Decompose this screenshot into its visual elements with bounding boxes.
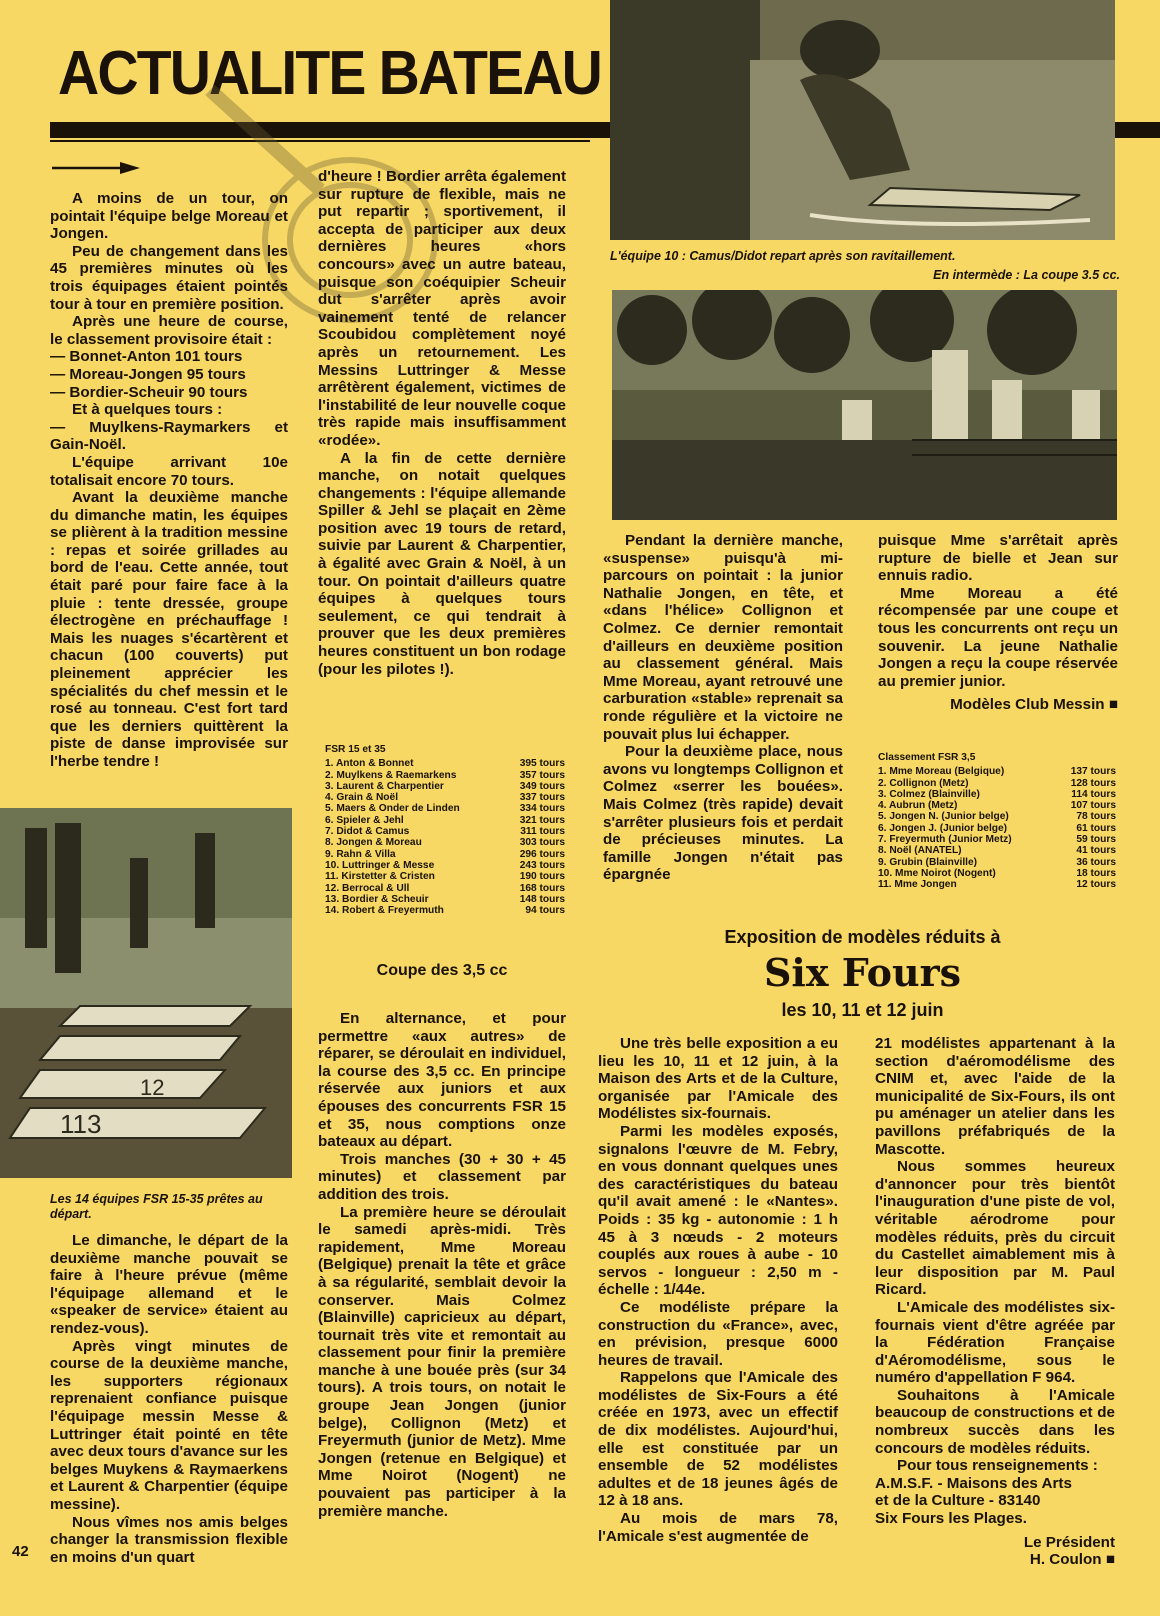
column-3	[603, 532, 843, 884]
signature-title: Le Président	[1023, 1533, 1115, 1551]
contact-line: Six Fours les Plages.	[875, 1510, 1027, 1528]
paragraph: Parmi les modèles exposés, signalons l'œuvre de M. Febry, en vous donnant quelques unes des caractéristiques du bateau qu'il avait amené : le «Nantes». Poids : 35 kg - autonomie : 1 h 45 à 3 nœuds - 2 moteurs couplés aux roues à aube - 10 servos - longueur : 2,50 m - échelle : 1/44e.	[598, 1122, 838, 1299]
page-title: ACTUALITE BATEAU	[58, 39, 602, 108]
table-row: 11. Kirstetter & Cristen 190 tours	[325, 871, 565, 883]
contact-line: A.M.S.F. - Maisons des Arts	[875, 1474, 1072, 1492]
table-row: 6. Jongen J. (Junior belge) 61 tours	[878, 822, 1116, 834]
paragraph: Nous vîmes nos amis belges changer la transmission flexible en moins d'un quart	[50, 1513, 288, 1566]
paragraph: En alternance, et pour permettre «aux autres» de réparer, se déroulait en individuel, la course des 3,5 cc. En principe réservée aux juniors et aux épouses des concurrents FSR 15 et 35, nous comptions onze bateaux au départ.	[318, 1010, 566, 1151]
column-2-continued	[318, 1010, 566, 1520]
table-row: 13. Bordier & Scheuir 148 tours	[325, 893, 565, 905]
photo-caption: Les 14 équipes FSR 15-35 prêtes au départ.	[50, 1192, 263, 1221]
column-4	[878, 532, 1118, 714]
table-row: 3. Laurent & Charpentier 349 tours	[325, 780, 565, 792]
paragraph: d'heure ! Bordier arrêta également sur rupture de flexible, mais ne put repartir ; sportivement, il accepta de participer aux deux dernières heures «hors concours» avec un autre bateau, puisque son coéquipier Scheuir dut s'arrêter après avoir vainement tenté de relancer Scoubidou complètement noyé après un retournement. Les Messins Luttringer & Messe arrêtèrent également, victimes de l'instabilité de leur nouvelle coque très rapide mais insuffisamment «rodée».	[318, 168, 566, 449]
paragraph: puisque Mme s'arrêtait après rupture de bielle et Jean sur ennuis radio.	[878, 532, 1118, 585]
contact-line: Pour tous renseignements :	[897, 1457, 1098, 1475]
sixfours-column-a	[598, 1035, 838, 1545]
ranking-line: — Moreau-Jongen 95 tours	[50, 365, 246, 383]
ranking-line: — Bordier-Scheuir 90 tours	[50, 383, 248, 401]
table-row: 1. Anton & Bonnet 395 tours	[325, 758, 565, 770]
paragraph: Pendant la dernière manche, «suspense» puisqu'à mi-parcours on pointait : la junior Nathalie Jongen, en tête, et «dans l'hélice» Collignon et Colmez. Ce dernier remontait d'ailleurs en deuxième position au classement général. Mais Mme Moreau, ayant retrouvé une carburation «stable» reprenait sa ronde régulière et la victoire ne pouvait plus lui échapper.	[603, 532, 843, 743]
article-headline-2: Six Fours	[763, 950, 962, 995]
photo-caption: L'équipe 10 : Camus/Didot repart après son ravitaillement.	[610, 249, 956, 263]
table-row: 12. Berrocal & Ull 168 tours	[325, 882, 565, 894]
paragraph: Mme Moreau a été récompensée par une coupe et tous les concurrents ont reçu un souvenir. La jeune Nathalie Jongen a reçu la coupe réservée au premier junior.	[878, 584, 1118, 690]
paragraph: La première heure se déroulait le samedi après-midi. Très rapidement, Mme Moreau (Belgique) prenait la tête et grâce à sa régularité, semblait devoir la conserver. Mais Colmez (Blainville) capricieux au départ, tournait très vite et remontait au classement pour finir la première manche à une bouée près (sur 34 tours). A trois tours, on notait le groupe Jean Jongen (junior belge), Collignon (Metz) et Freyermuth (junior de Metz). Mme Jongen (retenue en Belgique) et Mme Noirot (Nogent) ne pouvaient pas participer à la première manche.	[318, 1203, 566, 1520]
ranking-line: — Muylkens-Raymarkers et Gain-Noël.	[50, 418, 288, 454]
table-row: 8. Noël (ANATEL) 41 tours	[878, 845, 1116, 857]
table-row: 2. Collignon (Metz) 128 tours	[878, 777, 1116, 789]
black-square-icon: ■	[1105, 1551, 1115, 1569]
column-1-continued	[50, 1232, 288, 1566]
photo-boats-start	[0, 808, 292, 1178]
subheading-coupe: Coupe des 3,5 cc	[376, 962, 508, 979]
ranking-line: — Bonnet-Anton 101 tours	[50, 348, 243, 366]
table-title: Classement FSR 3,5	[878, 752, 976, 763]
table-row: 7. Freyermuth (Junior Metz) 59 tours	[878, 834, 1116, 846]
paragraph: L'équipe arrivant 10e totalisait encore 70 tours.	[50, 453, 288, 489]
paragraph: Avant la deuxième manche du dimanche matin, les équipes se plièrent à la tradition messine : repas et soirée grillades au bord de l'eau. Cette année, tout était paré pour faire face à la pluie : tente dressée, groupe électrogène en préchauffage ! Mais les nuages s'écartèrent et chacun (100 couverts) put pleinement apprécier les spécialités du chef messin et le rosé au tonneau. C'est fort tard que les derniers quittèrent la piste de danse improvisée sur l'herbe tendre !	[50, 489, 288, 770]
paragraph: Et à quelques tours :	[72, 401, 223, 419]
paragraph: Après vingt minutes de course de la deuxième manche, les supporters régionaux reprenaient confiance puisque l'équipage messin Messe & Luttringer était pointé en tête avec deux tours d'avance sur les belges Muykens & Raymaerkens et Laurent & Charpentier (équipe messine).	[50, 1337, 288, 1513]
table-row: 8. Jongen & Moreau 303 tours	[325, 837, 565, 849]
table-row: 14. Robert & Freyermuth 94 tours	[325, 905, 565, 917]
paragraph: Au mois de mars 78, l'Amicale s'est augmentée de	[598, 1510, 838, 1545]
table-row: 1. Mme Moreau (Belgique) 137 tours	[878, 766, 1116, 778]
signature: Modèles Club Messin ■	[950, 696, 1118, 714]
signature-name: H. Coulon ■	[1029, 1551, 1115, 1569]
table-row: 9. Grubin (Blainville) 36 tours	[878, 856, 1116, 868]
contact-line: et de la Culture - 83140	[875, 1492, 1041, 1510]
svg-text:12: 12	[140, 1075, 165, 1100]
paragraph: Rappelons que l'Amicale des modélistes de Six-Fours a été créée en 1973, avec un effectif de dix modélistes. Aujourd'hui, elle est constituée par un ensemble de 52 modélistes adultes et de 18 jeunes âgés de 12 à 18 ans.	[598, 1369, 838, 1510]
table-row: 10. Mme Noirot (Nogent) 18 tours	[878, 867, 1116, 879]
svg-text:113: 113	[60, 1109, 102, 1139]
page-number: 42	[12, 1543, 29, 1560]
table-row: 6. Spieler & Jehl 321 tours	[325, 814, 565, 826]
arrow-right-icon	[52, 160, 142, 176]
photo-caption: En intermède : La coupe 3.5 cc.	[933, 268, 1120, 282]
paragraph: Une très belle exposition a eu lieu les 10, 11 et 12 juin, à la Maison des Arts et de la Culture, organisée par l'Amicale des Modélistes six-fournais.	[598, 1035, 838, 1123]
table-row: 11. Mme Jongen 12 tours	[878, 879, 1116, 891]
paragraph: Trois manches (30 + 30 + 45 minutes) et classement par addition des trois.	[318, 1150, 566, 1203]
table-row: 4. Aubrun (Metz) 107 tours	[878, 800, 1116, 812]
column-2	[318, 168, 566, 678]
table-row: 9. Rahn & Villa 296 tours	[325, 848, 565, 860]
paragraph: A moins de un tour, on pointait l'équipe belge Moreau et Jongen.	[50, 190, 288, 243]
sixfours-column-b	[875, 1035, 1115, 1569]
table-row: 2. Muylkens & Raemarkens 357 tours	[325, 769, 565, 781]
paragraph: Le dimanche, le départ de la deuxième manche pouvait se faire à l'heure prévue (même l'équipage allemand et le «speaker de service» étaient au rendez-vous).	[50, 1232, 288, 1337]
table-row: 3. Colmez (Blainville) 114 tours	[878, 788, 1116, 800]
paragraph: Ce modéliste prépare la construction du «France», avec, en prévision, presque 6000 heures de travail.	[598, 1298, 838, 1369]
table-row: 5. Jongen N. (Junior belge) 78 tours	[878, 811, 1116, 823]
photo-crowd	[612, 290, 1117, 520]
paragraph: 21 modélistes appartenant à la section d'aéromodélisme des CNIM et, avec l'aide de la municipalité de Six-Fours, ils ont pu aménager un atelier dans les pavillons préfabriqués de la Mascotte.	[875, 1035, 1115, 1158]
results-table-fsr35	[878, 752, 1116, 891]
table-row: 5. Maers & Onder de Linden 334 tours	[325, 803, 565, 815]
article-headline-1: Exposition de modèles réduits à	[724, 927, 1001, 947]
table-title: FSR 15 et 35	[325, 744, 386, 755]
column-1	[50, 190, 288, 771]
black-square-icon: ■	[1108, 696, 1118, 714]
paragraph: Après une heure de course, le classement provisoire était :	[50, 313, 288, 348]
paragraph: Nous sommes heureux d'annoncer pour très bientôt l'inauguration d'une piste de vol, véritable aérodrome pour modèles réduits, près du circuit du Castellet aimablement mis à leur disposition par M. Paul Ricard.	[875, 1158, 1115, 1299]
article-headline-3: les 10, 11 et 12 juin	[781, 1000, 944, 1020]
table-row: 10. Luttringer & Messe 243 tours	[325, 859, 565, 871]
results-table-fsr15-35	[325, 744, 565, 916]
photo-boat-refuel	[610, 0, 1115, 240]
paragraph: Souhaitons à l'Amicale beaucoup de constructions et de nombreux succès dans les concours de modèles réduits.	[875, 1386, 1115, 1457]
table-row: 7. Didot & Camus 311 tours	[325, 826, 565, 838]
paragraph: Peu de changement dans les 45 premières minutes où les trois équipages étaient pointés tour à tour en première position.	[50, 242, 288, 313]
paragraph: A la fin de cette dernière manche, on notait quelques changements : l'équipe allemande Spiller & Jehl se plaçait en 2ème position avec 19 tours de retard, suivie par Laurent & Charpentier, à égalité avec Grain & Noël, à un tour. On pointait d'ailleurs quatre équipes à quelques tours seulement, ce qui tendrait à prouver que les deux premières heures constituent un bon rodage (pour les pilotes !).	[318, 449, 566, 678]
paragraph: Pour la deuxième place, nous avons vu longtemps Collignon et Colmez «serrer les bouées». Mais Colmez (très rapide) devait s'arrêter plusieurs fois et perdait de précieuses minutes. La famille Jongen n'était pas épargnée	[603, 743, 843, 884]
paragraph: L'Amicale des modélistes six-fournais vient d'être agréée par la Fédération Française d'Aéromodélisme, sous le numéro d'appellation F 964.	[875, 1298, 1115, 1387]
table-row: 4. Grain & Noël 337 tours	[325, 792, 565, 804]
